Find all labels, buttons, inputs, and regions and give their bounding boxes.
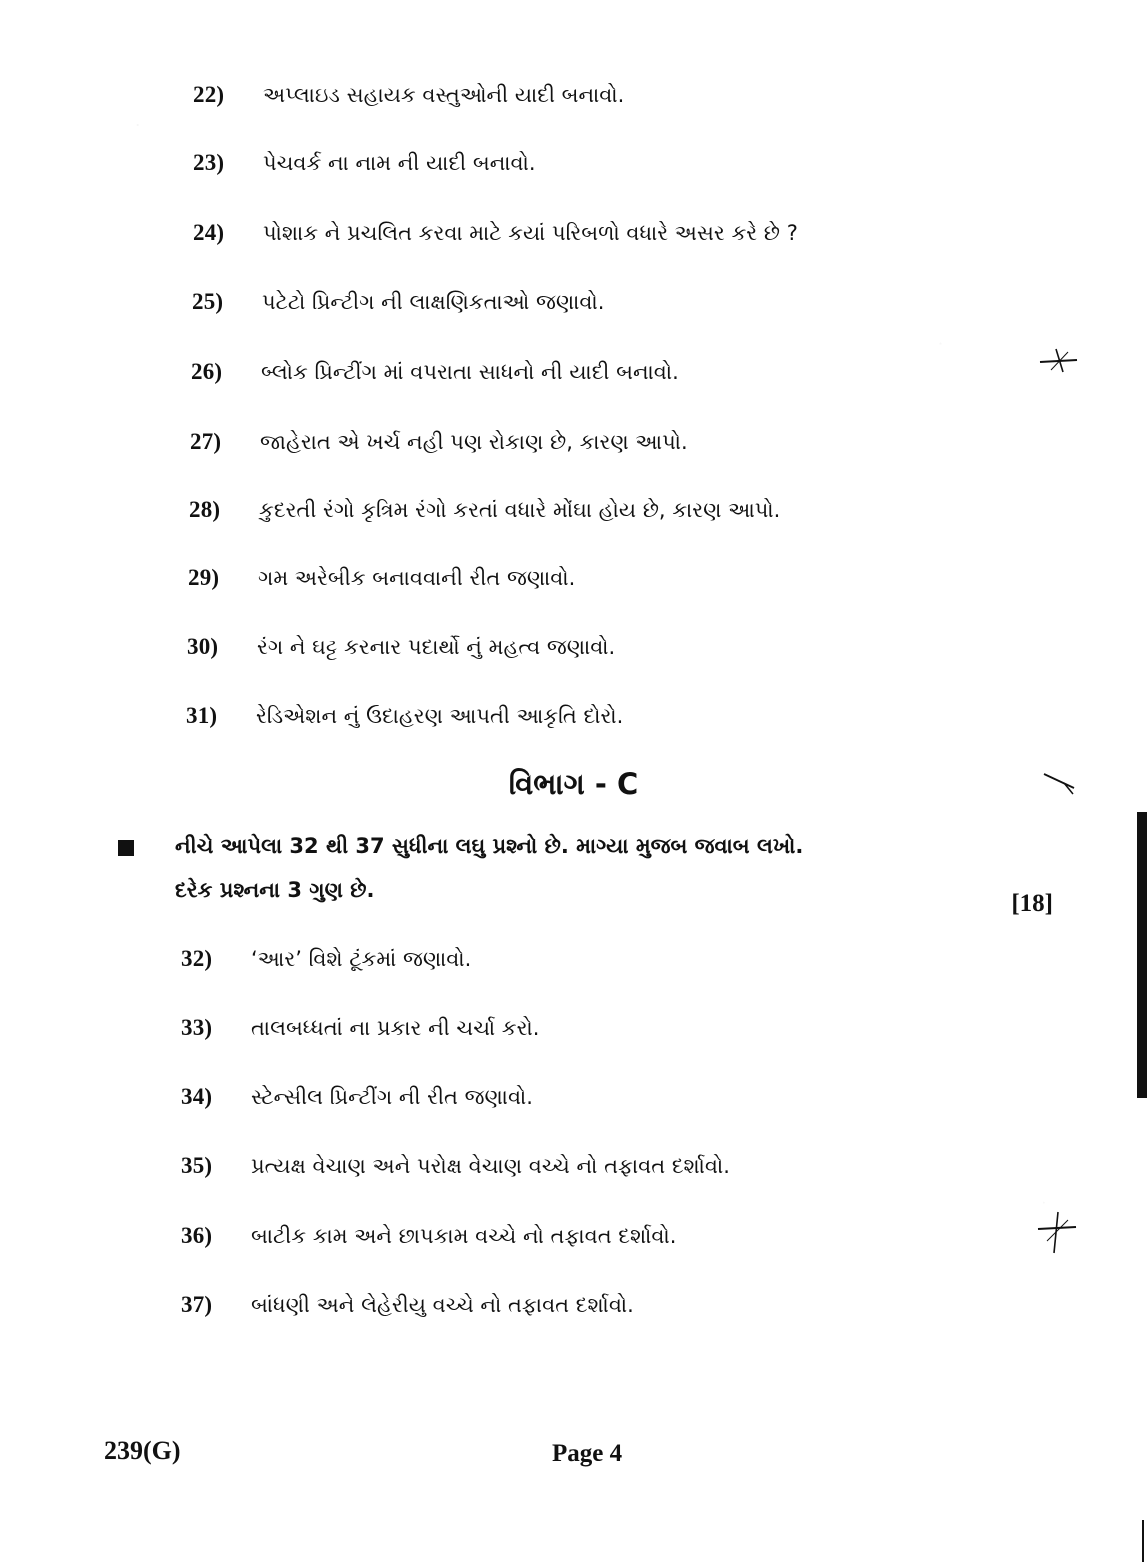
question-number: 28) — [189, 497, 221, 522]
question-35 — [181, 1153, 730, 1179]
question-22 — [193, 82, 624, 108]
question-number: 27) — [190, 429, 222, 454]
scan-mark-icon — [1038, 344, 1080, 376]
question-text: જાહેરાત એ ખર્ચ નહી પણ રોકાણ છે, કારણ આપો. — [260, 430, 688, 454]
question-29 — [188, 565, 575, 591]
scan-edge-mark — [1137, 812, 1147, 1098]
question-text: રંગ ને ઘટ્ટ કરનાર પદાર્થો નું મહત્વ જણાવો. — [257, 635, 616, 659]
question-31 — [186, 703, 623, 729]
question-36 — [181, 1223, 676, 1249]
question-text: ગમ અરેબીક બનાવવાની રીત જણાવો. — [258, 566, 576, 590]
question-text: પેચવર્ક ના નામ ની યાદી બનાવો. — [263, 151, 536, 175]
question-number: 37) — [181, 1292, 213, 1317]
question-32 — [181, 946, 471, 972]
page-number: Page 4 — [552, 1440, 623, 1467]
instruction-line-2: દરેક પ્રશ્નના 3 ગુણ છે. — [175, 878, 375, 902]
question-number: 35) — [181, 1153, 213, 1178]
question-25 — [192, 289, 604, 315]
question-text: રેડિએશન નું ઉદાહરણ આપતી આકૃતિ દોરો. — [256, 704, 624, 728]
paper-code: 239(G) — [104, 1436, 181, 1465]
question-23 — [193, 150, 536, 176]
instruction-line-1: નીચે આપેલા 32 થી 37 સુધીના લઘુ પ્રશ્નો છે. માગ્યા મુજબ જવાબ લખો. — [175, 834, 804, 858]
question-number: 23) — [193, 150, 225, 175]
scan-mark-icon — [1036, 1210, 1078, 1256]
question-number: 33) — [181, 1015, 213, 1040]
question-34 — [181, 1084, 533, 1110]
question-text: બાટીક કામ અને છાપકામ વચ્ચે નો તફાવત દર્શાવો. — [251, 1224, 677, 1248]
question-text: બાંધણી અને લેહેરીયુ વચ્ચે નો તફાવત દર્શાવો. — [251, 1293, 634, 1317]
question-number: 26) — [191, 359, 223, 384]
question-number: 36) — [181, 1223, 213, 1248]
question-text: પોશાક ને પ્રચલિત કરવા માટે કયાં પરિબળો વધારે અસર કરે છે ? — [263, 221, 798, 245]
question-26 — [191, 359, 679, 385]
section-title: વિભાગ - C — [508, 767, 639, 801]
question-text: અપ્લાઇડ સહાયક વસ્તુઓની યાદી બનાવો. — [263, 83, 625, 107]
question-text: પટેટો પ્રિન્ટીગ ની લાક્ષણિકતાઓ જણાવો. — [262, 290, 605, 314]
question-number: 31) — [186, 703, 218, 728]
question-text: ‘આર’ વિશે ટૂંકમાં જણાવો. — [251, 947, 472, 971]
question-37 — [181, 1292, 634, 1318]
section-marks: [18] — [1011, 890, 1053, 917]
question-number: 29) — [188, 565, 220, 590]
question-number: 34) — [181, 1084, 213, 1109]
question-number: 30) — [187, 634, 219, 659]
question-30 — [187, 634, 615, 660]
question-27 — [190, 429, 688, 455]
question-text: કુદરતી રંગો કૃત્રિમ રંગો કરતાં વધારે મોંઘા હોય છે, કારણ આપો. — [259, 498, 781, 522]
question-number: 25) — [192, 289, 224, 314]
question-text: તાલબધ્ધતાં ના પ્રકાર ની ચર્ચા કરો. — [251, 1016, 540, 1040]
question-28 — [189, 497, 780, 523]
question-text: સ્ટેન્સીલ પ્રિન્ટીંગ ની રીત જણાવો. — [251, 1085, 533, 1109]
question-text: બ્લોક પ્રિન્ટીંગ માં વપરાતા સાધનો ની યાદી બનાવો. — [261, 360, 679, 384]
question-number: 24) — [193, 220, 225, 245]
question-text: પ્રત્યક્ષ વેચાણ અને પરોક્ષ વેચાણ વચ્ચે નો તફાવત દર્શાવો. — [251, 1154, 730, 1178]
question-33 — [181, 1015, 539, 1041]
question-24 — [193, 220, 798, 246]
scan-edge-mark — [1142, 1520, 1144, 1562]
bullet-square-icon — [118, 840, 134, 856]
question-number: 32) — [181, 946, 213, 971]
question-number: 22) — [193, 82, 225, 107]
